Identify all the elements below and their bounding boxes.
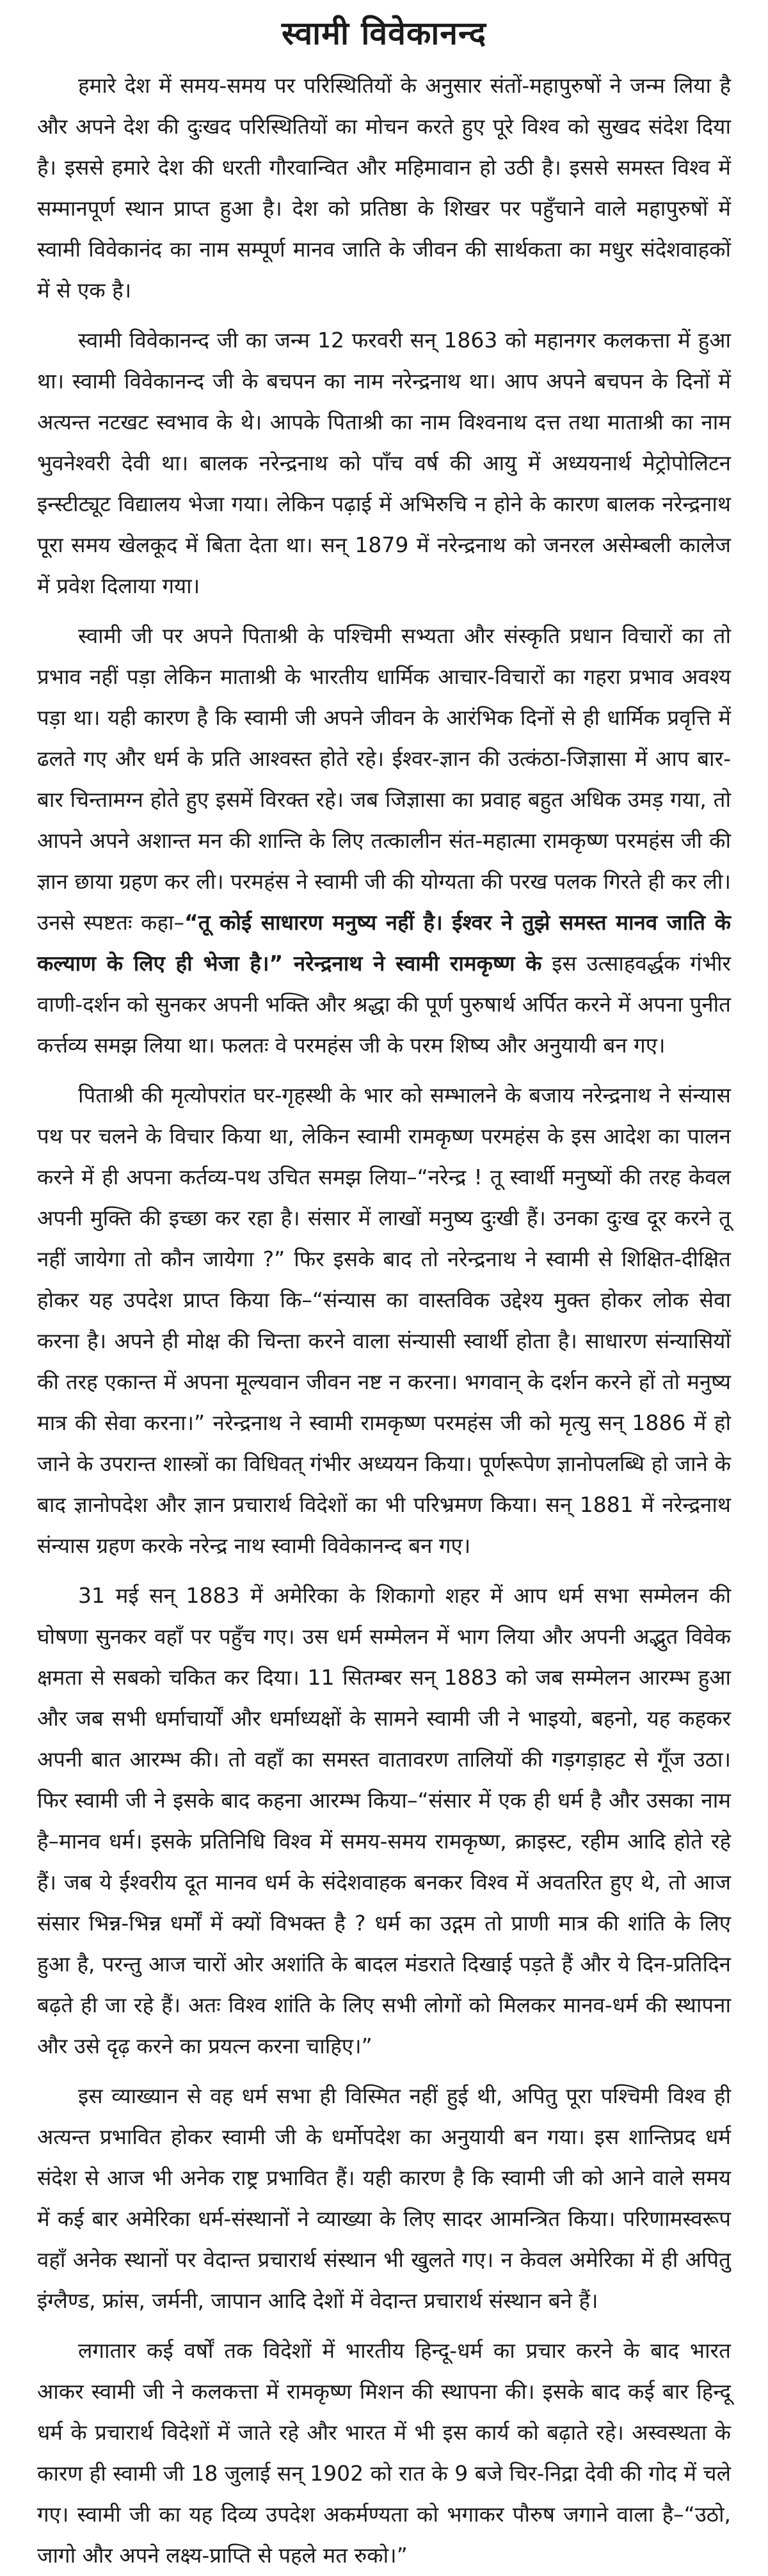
paragraph-5: [37, 1575, 731, 2067]
paragraph-1: [37, 65, 731, 311]
paragraph-text: 31 मई सन् 1883 में अमेरिका के शिकागो शहर में आप धर्म सभा सम्मेलन की घोषणा सुनकर वहाँ पर पहुँच गए। उस धर्म सम्मेलन में भाग लिया और अपनी अद्भुत विवेक क्षमता से सबको चकित कर दिया। 11 सितम्बर सन् 1883 को जब सम्मेलन आरम्भ हुआ और जब सभी धर्माचार्यों और धर्माध्यक्षों के सामने स्वामी जी ने भाइयो, बहनो, यह कहकर अपनी बात आरम्भ की। तो वहाँ का समस्त वातावरण तालियों की गड़गड़ाहट से गूँज उठा। फिर स्वामी जी ने इसके बाद कहना आरम्भ किया–“संसार में एक ही धर्म है और उसका नाम है–मानव धर्म। इसके प्रतिनिधि विश्व में समय-समय रामकृष्ण, क्राइस्ट, रहीम आदि होते रहे हैं। जब ये ईश्वरीय दूत मानव धर्म के संदेशवाहक बनकर विश्व में अवतरित हुए थे, तो आज संसार भिन्न-भिन्न धर्मों में क्यों विभक्त है ? धर्म का उद्गम तो प्राणी मात्र की शांति के लिए हुआ है, परन्तु आज चारों ओर अशांति के बादल मंडराते दिखाई पड़ते हैं और ये दिन-प्रतिदिन बढ़ते ही जा रहे हैं। अतः विश्व शांति के लिए सभी लोगों को मिलकर मानव-धर्म की स्थापना और उसे दृढ़ करने का प्रयत्न करना चाहिए।”: [37, 1583, 731, 2058]
paragraph-6: [37, 2076, 731, 2321]
page-title: स्वामी विवेकानन्द: [281, 14, 487, 52]
paragraph-text: लगातार कई वर्षों तक विदेशों में भारतीय हिन्दू-धर्म का प्रचार करने के बाद भारत आकर स्वामी जी ने कलकत्ता में रामकृष्ण मिशन की स्थापना की। इसके बाद कई बार हिन्दू धर्म के प्रचारार्थ विदेशों में जाते रहे और भारत में भी इस कार्य को बढ़ाते रहे। अस्वस्थता के कारण ही स्वामी जी 18 जुलाई सन् 1902 को रात के 9 बजे चिर-निद्रा देवी की गोद में चले गए। स्वामी जी का यह दिव्य उपदेश अकर्मण्यता को भगाकर पौरुष जगाने वाला है–“उठो, जागो और अपने लक्ष्य-प्राप्ति से पहले मत रुको।”: [37, 2338, 731, 2568]
paragraph-text: स्वामी विवेकानन्द जी का जन्म 12 फरवरी सन् 1863 को महानगर कलकत्ता में हुआ था। स्वामी विवेकानन्द जी के बचपन का नाम नरेन्द्रनाथ था। आप अपने बचपन के दिनों में अत्यन्त नटखट स्वभाव के थे। आपके पिताश्री का नाम विश्वनाथ दत्त तथा माताश्री का नाम भुवनेश्वरी देवी था। बालक नरेन्द्रनाथ को पाँच वर्ष की आयु में अध्ययनार्थ मेट्रोपोलिटन इन्स्टीट्यूट विद्यालय भेजा गया। लेकिन पढ़ाई में अभिरुचि न होने के कारण बालक नरेन्द्रनाथ पूरा समय खेलकूद में बिता देता था। सन् 1879 में नरेन्द्रनाथ को जनरल असेम्बली कालेज में प्रवेश दिलाया गया।: [37, 328, 731, 598]
paragraph-text: इस व्याख्यान से वह धर्म सभा ही विस्मित नहीं हुई थी, अपितु पूरा पश्चिमी विश्व ही अत्यन्त प्रभावित होकर स्वामी जी के धर्मोपदेश का अनुयायी बन गया। इस शान्तिप्रद धर्म संदेश से आज भी अनेक राष्ट्र प्रभावित हैं। यही कारण है कि स्वामी जी को आने वाले समय में कई बार अमेरिका धर्म-संस्थानों ने व्याख्या के लिए सादर आमन्त्रित किया। परिणामस्वरूप वहाँ अनेक स्थानों पर वेदान्त प्रचारार्थ संस्थान भी खुलते गए। न केवल अमेरिका में ही अपितु इंग्लैण्ड, फ्रांस, जर्मनी, जापान आदि देशों में वेदान्त प्रचारार्थ संस्थान बने हैं।: [37, 2083, 731, 2313]
paragraph-2: [37, 320, 731, 607]
bold-quote: “तू कोई साधारण मनुष्य नहीं है। ईश्वर ने तुझे समस्त मानव जाति के कल्याण के लिए ही भेजा है।” नरेन्द्रनाथ ने स्वामी रामकृष्ण के: [37, 910, 732, 976]
paragraph-3: [37, 616, 731, 1066]
paragraph-7: [37, 2330, 731, 2576]
paragraph-text: स्वामी जी पर अपने पिताश्री के पश्चिमी सभ्यता और संस्कृति प्रधान विचारों का तो प्रभाव नहीं पड़ा लेकिन माताश्री के भारतीय धार्मिक आचार-विचारों का गहरा प्रभाव अवश्य पड़ा था। यही कारण है कि स्वामी जी अपने जीवन के आरंभिक दिनों से ही धार्मिक प्रवृत्ति में ढलते गए और धर्म के प्रति आश्वस्त होते रहे। ईश्वर-ज्ञान की उत्कंठा-जिज्ञासा में आप बार-बार चिन्तामग्न होते हुए इसमें विरक्त रहे। जब जिज्ञासा का प्रवाह बहुत अधिक उमड़ गया, तो आपने अपने अशान्त मन की शान्ति के लिए तत्कालीन संत-महात्मा रामकृष्ण परमहंस जी की ज्ञान छाया ग्रहण कर ली। परमहंस ने स्वामी जी की योग्यता की परख पलक गिरते ही कर ली। उनसे स्पष्टतः कहा–: [37, 623, 731, 935]
paragraph-4: [37, 1075, 731, 1566]
paragraph-text: पिताश्री की मृत्योपरांत घर-गृहस्थी के भार को सम्भालने के बजाय नरेन्द्रनाथ ने संन्यास पथ पर चलने के विचार किया था, लेकिन स्वामी रामकृष्ण परमहंस के इस आदेश का पालन करने में ही अपना कर्तव्य-पथ उचित समझ लिया–“नरेन्द्र ! तू स्वार्थी मनुष्यों की तरह केवल अपनी मुक्ति की इच्छा कर रहा है। संसार में लाखों मनुष्य दुःखी हैं। उनका दुःख दूर करने तू नहीं जायेगा तो कौन जायेगा ?” फिर इसके बाद तो नरेन्द्रनाथ ने स्वामी से शिक्षित-दीक्षित होकर यह उपदेश प्राप्त किया कि–“संन्यास का वास्तविक उद्देश्य मुक्त होकर लोक सेवा करना है। अपने ही मोक्ष की चिन्ता करने वाला संन्यासी स्वार्थी होता है। साधारण संन्यासियों की तरह एकान्त में अपना मूल्यवान जीवन नष्ट न करना। भगवान् के दर्शन करने हों तो मनुष्य मात्र की सेवा करना।” नरेन्द्रनाथ ने स्वामी रामकृष्ण परमहंस जी को मृत्यु सन् 1886 में हो जाने के उपरान्त शास्त्रों का विधिवत् गंभीर अध्ययन किया। पूर्णरूपेण ज्ञानोपलब्धि हो जाने के बाद ज्ञानोपदेश और ज्ञान प्रचारार्थ विदेशों का भी परिभ्रमण किया। सन् 1881 में नरेन्द्रनाथ संन्यास ग्रहण करके नरेन्द्र नाथ स्वामी विवेकानन्द बन गए।: [37, 1083, 731, 1558]
paragraph-text: हमारे देश में समय-समय पर परिस्थितियों के अनुसार संतों-महापुरुषों ने जन्म लिया है और अपने देश की दुःखद परिस्थितियों का मोचन करते हुए पूरे विश्व को सुखद संदेश दिया है। इससे हमारे देश की धरती गौरवान्वित और महिमावान हो उठी है। इससे समस्त विश्व में सम्मानपूर्ण स्थान प्राप्त हुआ है। देश को प्रतिष्ठा के शिखर पर पहुँचाने वाले महापुरुषों में स्वामी विवेकानंद का नाम सम्पूर्ण मानव जाति के जीवन की सार्थकता का मधुर संदेशवाहकों में से एक है।: [37, 73, 731, 303]
paragraph-text: इस उत्साहवर्द्धक गंभीर वाणी-दर्शन को सुनकर अपनी भक्ति और श्रद्धा की पूर्ण पुरुषार्थ अर्पित करने में अपना पुनीत कर्त्तव्य समझ लिया था। फलतः वे परमहंस जी के परम शिष्य और अनुयायी बन गए।: [37, 951, 732, 1058]
